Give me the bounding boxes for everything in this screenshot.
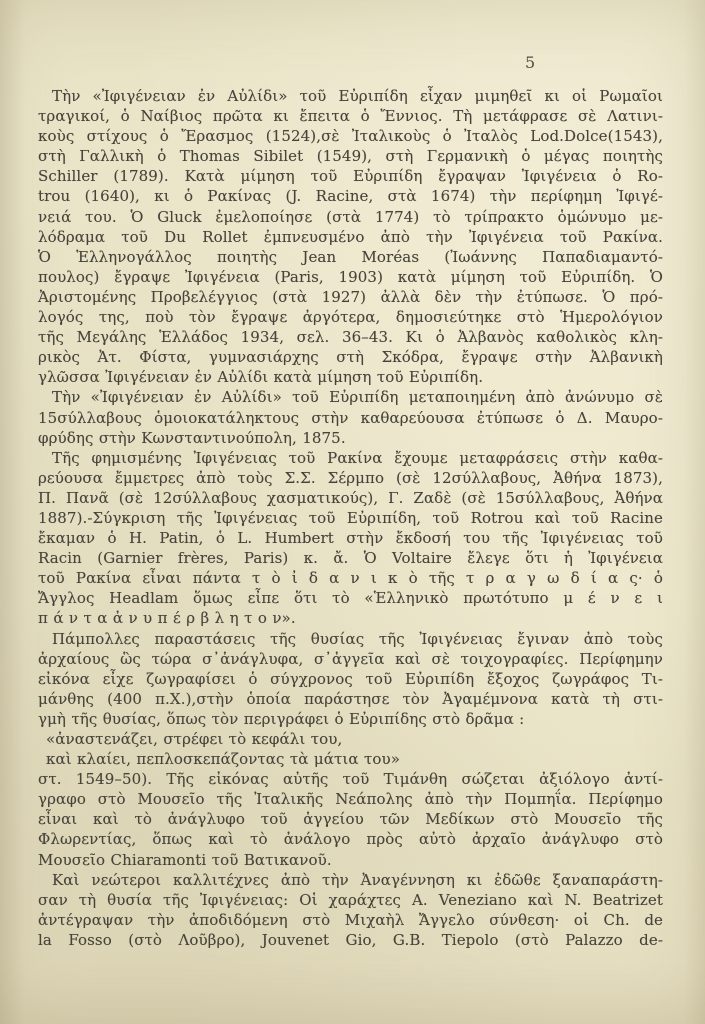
text-line: Schiller (1789). Κατὰ μίμηση τοῦ Εὐριπίδη ἔγραψαν Ἰφιγένεια ὁ Ro- (38, 167, 663, 186)
text-line: εἰκόνα εἶχε ζωγραφίσει ὁ σύγχρονος τοῦ Εὐριπίδη ἔξοχος ζωγράφος Τι- (38, 669, 663, 688)
text-line: Καὶ νεώτεροι καλλιτέχνες ἀπὸ τὴν Ἀναγέννηση κι ἐδῶθε ξαναπαράστη- (52, 870, 663, 889)
text-line: καὶ κλαίει, πεπλοσκεπάζοντας τὰ μάτια του» (46, 750, 400, 769)
text-line: λογός της, ποὺ τὸν ἔγραψε ἀργότερα, δημοσιεύτηκε στὸ Ἡμερολόγιον (38, 308, 663, 327)
text-line: σαν τὴ θυσία τῆς Ἰφιγένειας: Οἱ χαράχτες A. Veneziano καὶ N. Beatrizet (38, 890, 663, 909)
text-line: μάνθης (400 π.Χ.),στὴν ὁποία παράστησε τὸν Ἀγαμέμνονα κατὰ τὴ στι- (38, 689, 663, 708)
text-line: γραφο στὸ Μουσεῖο τῆς Ἰταλικῆς Νεάπολης ἀπὸ τὴν Πομπηΐα. Περίφημο (38, 790, 663, 809)
text-line: Τῆς φημισμένης Ἰφιγένειας τοῦ Ρακίνα ἔχουμε μεταφράσεις στὴν καθα- (52, 448, 663, 467)
text-line: 15σύλλαβους ὁμοιοκατάληκτους στὴν καθαρεύουσα ἐτύπωσε ὁ Δ. Μαυρο- (38, 408, 663, 427)
text-line: νειά του. Ὁ Gluck ἐμελοποίησε (στὰ 1774) τὸ τρίπρακτο ὁμώνυμο με- (38, 207, 663, 226)
text-line: τοῦ Ρακίνα εἶναι πάντα τ ὸ ἰ δ α ν ι κ ὸ τῆς τ ρ α γ ω δ ί α ς· ὁ (38, 569, 663, 588)
text-line: ἔκαμαν ὁ H. Patin, ὁ L. Humbert στὴν ἔκδοσή του τῆς Ἰφιγένειας τοῦ (38, 529, 663, 548)
text-line: «ἀναστενάζει, στρέφει τὸ κεφάλι του, (46, 730, 343, 748)
text-line: λόδραμα τοῦ Du Rollet ἐμπνευσμένο ἀπὸ τὴν Ἰφιγένεια τοῦ Ρακίνα. (38, 227, 663, 246)
text-line: Τὴν «Ἰφιγένειαν ἐν Αὐλίδι» τοῦ Εὐριπίδη μεταποιημένη ἀπὸ ἀνώνυμο σὲ (52, 388, 663, 407)
body-text (38, 86, 663, 950)
text-line: γλῶσσα Ἰφιγένειαν ἐν Αὐλίδι κατὰ μίμηση τοῦ Εὐριπίδη. (38, 368, 484, 387)
text-line: εἶναι καὶ τὸ ἀνάγλυφο τοῦ ἀγγείου τῶν Μεδίκων στὸ Μουσεῖο τῆς (38, 810, 663, 829)
text-line: Μουσεῖο Chiaramonti τοῦ Βατικανοῦ. (38, 850, 332, 869)
text-line: ἀντέγραψαν τὴν ἀποδιδόμενη στὸ Μιχαὴλ Ἄγγελο σύνθεση· οἱ Ch. de (38, 910, 663, 929)
text-line: κοὺς στίχους ὁ Ἔρασμος (1524),σὲ Ἰταλικοὺς ὁ Ἰταλὸς Lod.Dolce(1543), (38, 127, 663, 146)
text-line: trou (1640), κι ὁ Ρακίνας (J. Racine, στὰ 1674) τὴν περίφημη Ἰφιγέ- (38, 187, 663, 206)
text-line: Πάμπολλες παραστάσεις τῆς θυσίας τῆς Ἰφιγένειας ἔγιναν ἀπὸ τοὺς (52, 629, 663, 648)
text-line: στ. 1549–50). Τῆς εἰκόνας αὐτῆς τοῦ Τιμάνθη σώζεται ἀξιόλογο ἀντί- (38, 770, 663, 789)
text-line: Π. Πανᾶ (σὲ 12σύλλαβους χασματικούς), Γ. Ζαδὲ (σὲ 15σύλλαβους, Ἀθήνα (38, 488, 663, 507)
text-line: la Fosso (στὸ Λοῦβρο), Jouvenet Gio, G.B. Tiepolo (στὸ Palazzo de- (38, 930, 663, 949)
text-line: Ὁ Ἑλληνογάλλος ποιητὴς Jean Moréas (Ἰωάννης Παπαδιαμαντό- (38, 247, 663, 266)
text-line: ρικὸς Ἀτ. Φίστα, γυμνασιάρχης στὴ Σκόδρα, ἔγραψε στὴν Ἀλβανικὴ (38, 348, 663, 367)
text-line: π ά ν τ α ἀ ν υ π έ ρ β λ η τ ο ν». (38, 609, 296, 628)
text-line: Τὴν «Ἰφιγένειαν ἐν Αὐλίδι» τοῦ Εὐριπίδη εἶχαν μιμηθεῖ κι οἱ Ρωμαῖοι (52, 87, 663, 105)
text-line: τῆς Μεγάλης Ἑλλάδος 1934, σελ. 36–43. Κι ὁ Ἀλβανὸς καθολικὸς κλη- (38, 328, 663, 347)
text-line: ἀρχαίους ὣς τώρα σ᾽ἀνάγλυφα, σ᾽ἀγγεῖα καὶ σὲ τοιχογραφίες. Περίφημην (38, 649, 663, 668)
text-line: φρύδης στὴν Κωνσταντινούπολη, 1875. (38, 428, 346, 447)
text-line: πουλος) ἔγραψε Ἰφιγένεια (Paris, 1903) κατὰ μίμηση τοῦ Εὐριπίδη. Ὁ (38, 267, 663, 286)
text-line: στὴ Γαλλικὴ ὁ Thomas Sibilet (1549), στὴ Γερμανικὴ ὁ μέγας ποιητὴς (38, 147, 663, 166)
page-number: 5 (525, 53, 536, 72)
text-line: τραγικοί, ὁ Ναίβιος πρῶτα κι ἔπειτα ὁ Ἔννιος. Τὴ μετάφρασε σὲ Λατινι- (38, 107, 663, 126)
text-line: 1887).-Σύγκριση τῆς Ἰφιγένειας τοῦ Εὐριπίδη, τοῦ Rotrou καὶ τοῦ Racine (38, 508, 663, 527)
text-line: Φλωρεντίας, ὅπως καὶ τὸ ἀνάλογο πρὸς αὐτὸ ἀρχαῖο ἀνάγλυφο στὸ (38, 830, 663, 849)
text-line: Ἄγγλος Headlam ὅμως εἶπε ὅτι τὸ «Ἑλληνικὸ πρωτότυπο μ έ ν ε ι (38, 589, 663, 608)
text-line: ρεύουσα ἔμμετρες ἀπὸ τοὺς Σ.Σ. Σέρμπο (σὲ 12σύλλαβους, Ἀθήνα 1873), (38, 468, 663, 487)
text-line: Racin (Garnier frères, Paris) κ. ἄ. Ὁ Voltaire ἔλεγε ὅτι ἡ Ἰφιγένεια (38, 549, 663, 568)
text-line: γμὴ τῆς θυσίας, ὅπως τὸν περιγράφει ὁ Εὐριπίδης στὸ δρᾶμα : (38, 709, 525, 728)
text-line: Ἀριστομένης Προβελέγγιος (στὰ 1927) ἀλλὰ δὲν τὴν ἐτύπωσε. Ὁ πρό- (38, 287, 663, 306)
